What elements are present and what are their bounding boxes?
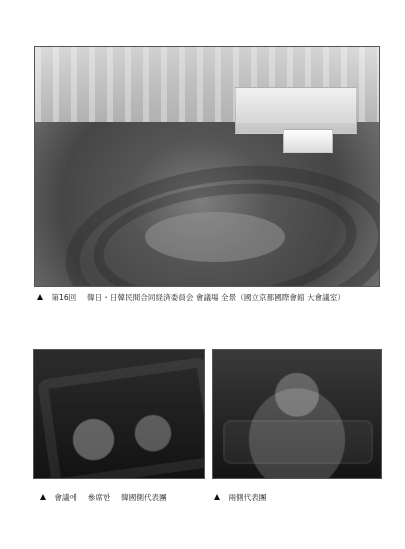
caption-main-hall	[37, 293, 377, 302]
center-floor	[145, 212, 285, 262]
caption-marker-icon	[214, 494, 220, 500]
caption-prefix: 第16回	[51, 293, 77, 302]
caption-part2: 參席한	[87, 493, 111, 502]
photo-detail	[223, 420, 373, 464]
caption-both-delegations	[214, 493, 374, 502]
caption-korean-delegation	[40, 493, 200, 502]
korean-delegation-photo	[33, 349, 205, 479]
stage	[235, 87, 357, 134]
caption-part1: 會議에	[54, 493, 77, 502]
caption-part3: 韓國側代表團	[121, 493, 167, 502]
caption-text: 兩側代表團	[228, 493, 267, 502]
caption-text: 韓日・日韓民間合同経済委員会 會議場 全景（國立京都國際會館 大會議室）	[87, 293, 345, 302]
both-delegations-photo	[212, 349, 382, 479]
caption-marker-icon	[37, 294, 43, 300]
caption-marker-icon	[40, 494, 46, 500]
photo-detail	[37, 357, 205, 479]
stage-banner	[283, 129, 333, 153]
main-hall-photo	[34, 46, 380, 287]
